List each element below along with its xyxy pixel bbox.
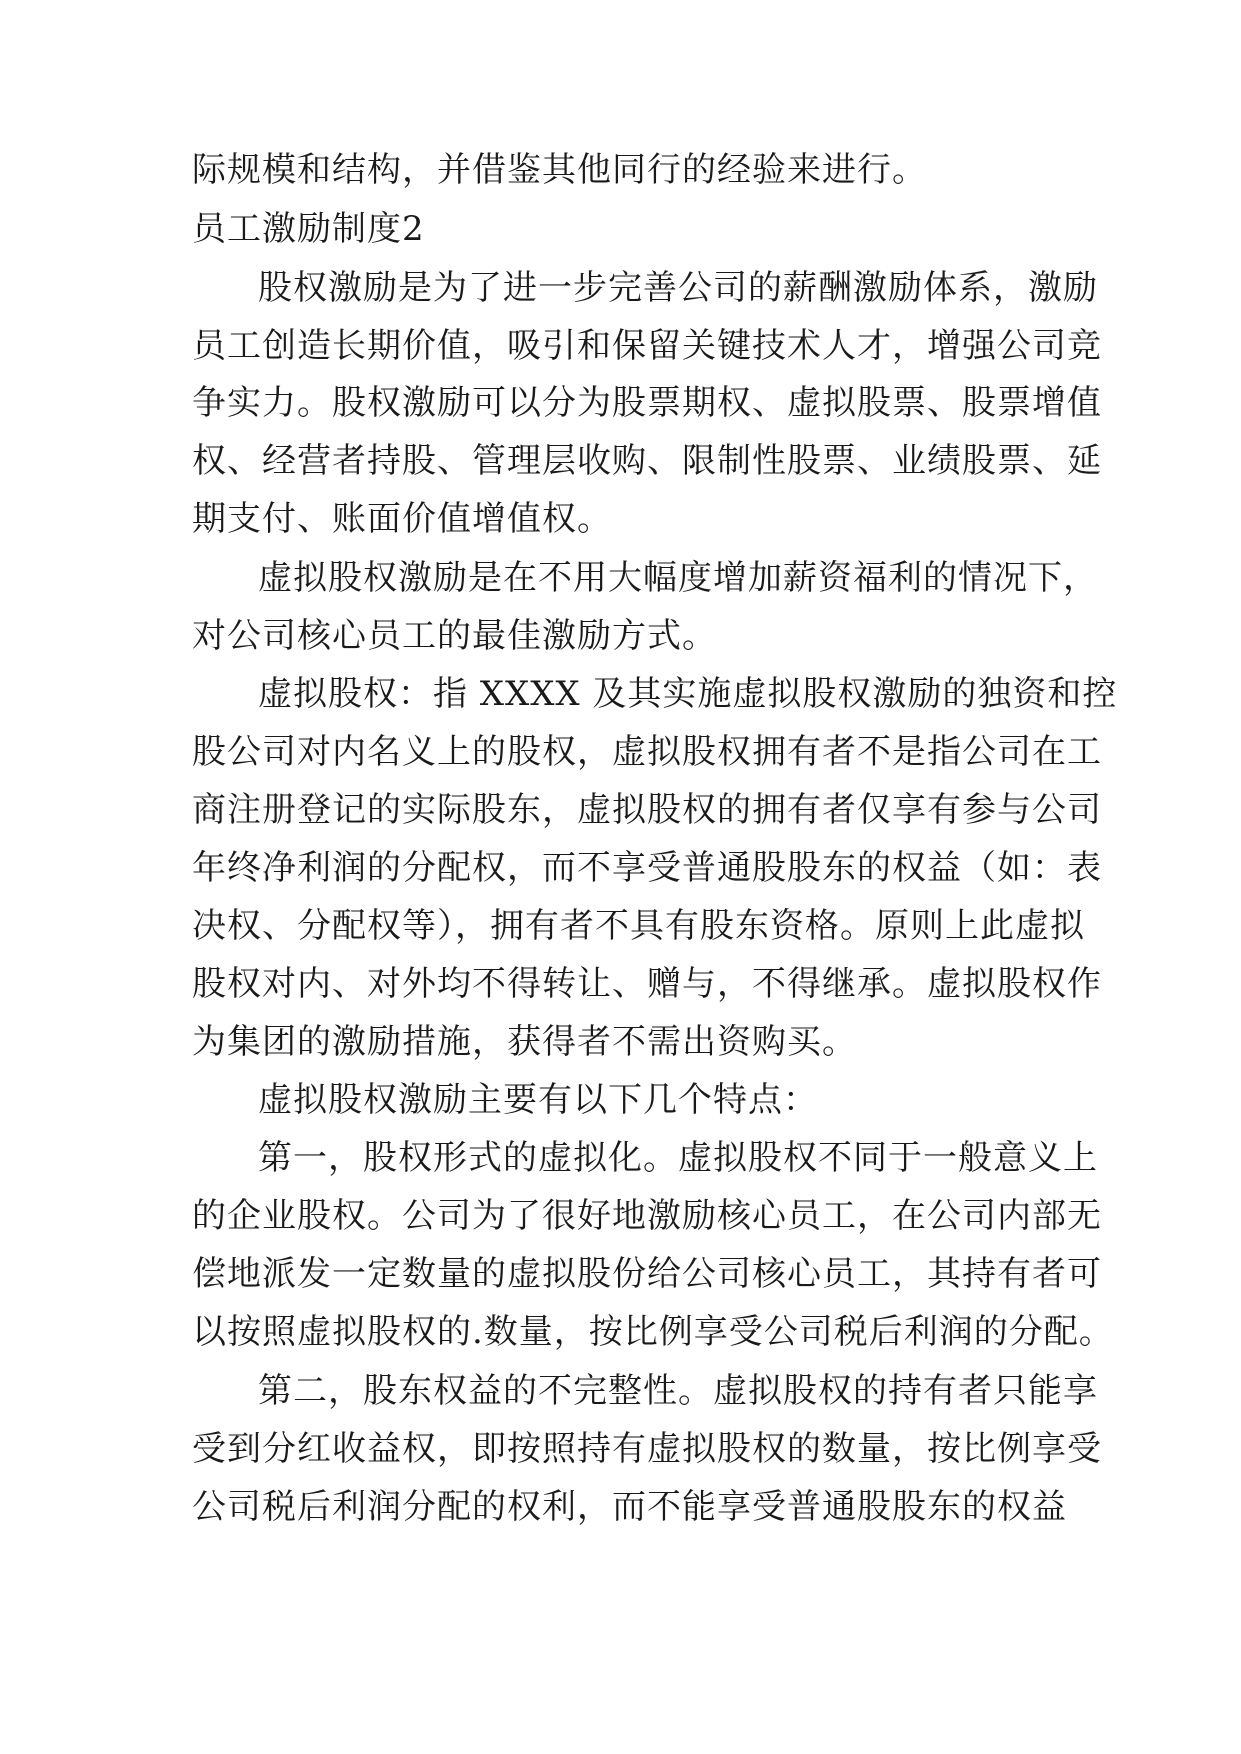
text-line: 争实力。股权激励可以分为股票期权、虚拟股票、股票增值 <box>192 383 1102 423</box>
text-line: 公司税后利润分配的权利，而不能享受普通股股东的权益 <box>192 1487 1067 1527</box>
text-line: 受到分红收益权，即按照持有虚拟股权的数量，按比例享受 <box>192 1429 1102 1469</box>
text-line: 第二，股东权益的不完整性。虚拟股权的持有者只能享 <box>258 1371 1098 1411</box>
text-line: 股权对内、对外均不得转让、赠与，不得继承。虚拟股权作 <box>192 964 1102 1004</box>
text-line: 股权激励是为了进一步完善公司的薪酬激励体系，激励 <box>258 268 1098 308</box>
text-line: 第一，股权形式的虚拟化。虚拟股权不同于一般意义上 <box>258 1138 1098 1178</box>
text-line: 年终净利润的分配权，而不享受普通股股东的权益（如：表 <box>192 848 1102 888</box>
text-line: 虚拟股权：指 XXXX 及其实施虚拟股权激励的独资和控 <box>258 674 1118 714</box>
text-line: 期支付、账面价值增值权。 <box>192 499 612 539</box>
text-line: 权、经营者持股、管理层收购、限制性股票、业绩股票、延 <box>192 441 1102 481</box>
section-heading: 员工激励制度2 <box>192 209 425 249</box>
text-line: 对公司核心员工的最佳激励方式。 <box>192 616 717 656</box>
text-line: 虚拟股权激励主要有以下几个特点： <box>258 1080 818 1120</box>
text-line: 以按照虚拟股权的.数量，按比例享受公司税后利润的分配。 <box>192 1312 1114 1352</box>
text-line: 的企业股权。公司为了很好地激励核心员工，在公司内部无 <box>192 1196 1102 1236</box>
text-line: 股公司对内名义上的股权，虚拟股权拥有者不是指公司在工 <box>192 732 1102 772</box>
text-line: 为集团的激励措施，获得者不需出资购买。 <box>192 1022 857 1062</box>
text-line: 商注册登记的实际股东，虚拟股权的拥有者仅享有参与公司 <box>192 790 1102 830</box>
text-line: 际规模和结构，并借鉴其他同行的经验来进行。 <box>192 150 927 190</box>
text-line: 员工创造长期价值，吸引和保留关键技术人才，增强公司竞 <box>192 326 1102 366</box>
text-line: 决权、分配权等），拥有者不具有股东资格。原则上此虚拟 <box>192 906 1085 946</box>
text-line: 偿地派发一定数量的虚拟股份给公司核心员工，其持有者可 <box>192 1254 1102 1294</box>
text-line: 虚拟股权激励是在不用大幅度增加薪资福利的情况下， <box>258 558 1098 598</box>
